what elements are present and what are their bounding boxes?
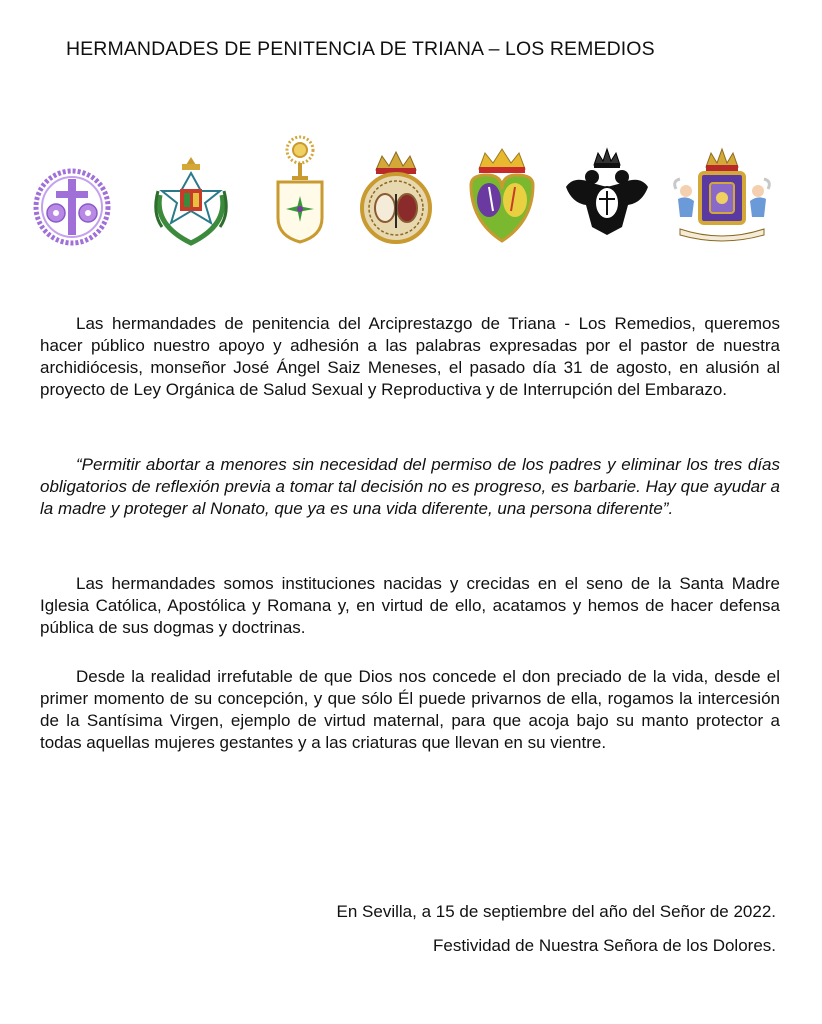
angels-crowned-crest-icon xyxy=(672,145,772,245)
paragraph-intercession: Desde la realidad irrefutable de que Dios nos concede el don preciado de la vida, desde el primer momento de su concepción, y que sólo Él puede privarnos de ella, rogamos la intercesión de la Santísima Virgen, ejemplo de virtud maternal, para que acoja bajo su manto protector a todas aquellas mujeres gestantes y a las criaturas que llevan en su vientre. xyxy=(40,667,780,752)
paragraph-adhesion: Las hermandades de penitencia del Arciprestazgo de Triana - Los Remedios, queremos hacer público nuestro apoyo y adhesión a las palabras expresadas por el pastor de nuestra archidiócesis, monseñor José Ángel Saiz Meneses, el pasado día 31 de agosto, en alusión al proyecto de Ley Orgánica de Salud Sexual y Reproductiva y de Interrupción del Embarazo. xyxy=(40,314,780,399)
crowned-oval-crest-icon xyxy=(358,150,434,246)
crest-row xyxy=(0,125,822,250)
paragraph-institutions: Las hermandades somos instituciones nacidas y crecidas en el seno de la Santa Madre Iglesia Católica, Apostólica y Romana y, en virtud de ello, acatamos y hemos de hacer defensa pública de sus dogmas y doctrinas. xyxy=(40,574,780,637)
crown-of-thorns-cross-crest-icon xyxy=(30,165,114,249)
double-headed-eagle-crest-icon xyxy=(562,147,652,239)
document-title: HERMANDADES DE PENITENCIA DE TRIANA – LOS REMEDIOS xyxy=(66,38,655,60)
closing-feast: Festividad de Nuestra Señora de los Dolores. xyxy=(432,936,776,955)
crowned-colored-crest-icon xyxy=(465,145,539,245)
monstrance-cross-shield-crest-icon xyxy=(272,130,328,246)
closing-place-date: En Sevilla, a 15 de septiembre del año del Señor de 2022. xyxy=(336,902,776,921)
paragraph-quote: “Permitir abortar a menores sin necesidad del permiso de los padres y eliminar los tres días obligatorios de reflexión previa a tomar tal decisión no es progreso, es barbarie. Hay que ayudar a la madre y proteger al Nonato, que ya es una vida diferente, una persona diferente”. xyxy=(40,455,780,518)
star-wreath-crest-icon xyxy=(148,155,234,247)
